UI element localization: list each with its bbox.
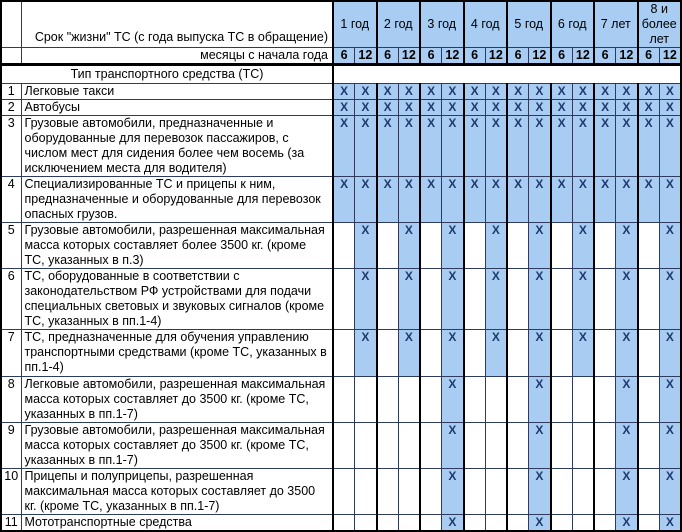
empty-cell xyxy=(638,269,660,330)
type-header-row xyxy=(1,65,681,84)
empty-cell xyxy=(572,423,594,469)
empty-cell xyxy=(594,377,616,423)
mark-cell: X xyxy=(333,177,355,223)
vehicle-row xyxy=(1,469,681,515)
mark-cell: X xyxy=(616,423,638,469)
empty-cell xyxy=(638,377,660,423)
mark-cell: X xyxy=(398,116,420,177)
mark-cell: X xyxy=(420,116,442,177)
mark-cell: X xyxy=(572,84,594,100)
empty-cell xyxy=(464,469,486,515)
mark-cell: X xyxy=(594,84,616,100)
mark-cell: X xyxy=(464,116,486,177)
mark-cell: X xyxy=(442,223,464,269)
empty-cell xyxy=(355,377,377,423)
mark-cell: X xyxy=(659,269,681,330)
empty-cell xyxy=(638,223,660,269)
empty-cell xyxy=(572,377,594,423)
vehicle-description: Прицепы и полуприцепы, разрешенная максимальная масса которых составляет до 3500 кг. (кроме ТС, указанных в пп.1-7) xyxy=(21,469,333,515)
mark-cell: X xyxy=(398,177,420,223)
empty-cell xyxy=(333,223,355,269)
mark-cell: X xyxy=(442,330,464,377)
months-header-row xyxy=(1,48,681,65)
empty-cell xyxy=(398,423,420,469)
month-subcolumn-header: 12 xyxy=(485,48,507,65)
mark-cell: X xyxy=(355,223,377,269)
mark-cell: X xyxy=(464,177,486,223)
month-subcolumn-header: 12 xyxy=(355,48,377,65)
mark-cell: X xyxy=(377,177,399,223)
month-subcolumn-header: 12 xyxy=(398,48,420,65)
empty-cell xyxy=(507,269,529,330)
mark-cell: X xyxy=(377,100,399,116)
empty-cell xyxy=(507,423,529,469)
mark-cell: X xyxy=(442,100,464,116)
mark-cell: X xyxy=(485,269,507,330)
mark-cell: X xyxy=(507,100,529,116)
mark-cell: X xyxy=(507,84,529,100)
empty-cell xyxy=(507,223,529,269)
mark-cell: X xyxy=(659,330,681,377)
mark-cell: X xyxy=(659,100,681,116)
empty-cell xyxy=(464,423,486,469)
mark-cell: X xyxy=(659,84,681,100)
mark-cell: X xyxy=(420,177,442,223)
vehicle-rows xyxy=(1,84,681,532)
mark-cell: X xyxy=(572,116,594,177)
empty-cell xyxy=(572,469,594,515)
empty-cell xyxy=(333,423,355,469)
month-subcolumn-header: 6 xyxy=(507,48,529,65)
vehicle-description: Легковые такси xyxy=(21,84,333,100)
mark-cell: X xyxy=(616,177,638,223)
mark-cell: X xyxy=(659,377,681,423)
empty-cell xyxy=(507,377,529,423)
empty-cell xyxy=(333,469,355,515)
year-column-header: 8 и более лет xyxy=(638,1,682,48)
mark-cell: X xyxy=(638,177,660,223)
vehicle-row xyxy=(1,116,681,177)
mark-cell: X xyxy=(398,269,420,330)
empty-cell xyxy=(485,469,507,515)
vehicle-type-header-label: Тип транспортного средства (ТС) xyxy=(1,65,333,84)
mark-cell: X xyxy=(529,177,551,223)
mark-cell: X xyxy=(442,377,464,423)
month-subcolumn-header: 12 xyxy=(529,48,551,65)
row-number: 8 xyxy=(1,377,21,423)
empty-cell xyxy=(464,377,486,423)
mark-cell: X xyxy=(442,177,464,223)
mark-cell: X xyxy=(594,116,616,177)
vehicle-description: Грузовые автомобили, разрешенная максимальная масса которых составляет более 3500 кг. (кроме ТС, указанных в п.3) xyxy=(21,223,333,269)
vehicle-description: ТС, предназначенные для обучения управлению транспортными средствами (кроме ТС, указанных в пп.1-4) xyxy=(21,330,333,377)
mark-cell: X xyxy=(398,223,420,269)
mark-cell: X xyxy=(377,116,399,177)
mark-cell: X xyxy=(485,223,507,269)
mark-cell: X xyxy=(485,330,507,377)
mark-cell: X xyxy=(616,377,638,423)
mark-cell: X xyxy=(616,100,638,116)
empty-cell xyxy=(464,330,486,377)
mark-cell: X xyxy=(464,100,486,116)
vehicle-description: Мототранспортные средства xyxy=(21,515,333,532)
row-number: 4 xyxy=(1,177,21,223)
empty-cell xyxy=(377,377,399,423)
mark-cell: X xyxy=(638,100,660,116)
vehicle-row xyxy=(1,377,681,423)
empty-cell xyxy=(551,423,573,469)
mark-cell: X xyxy=(355,177,377,223)
row-number: 2 xyxy=(1,100,21,116)
months-header-label: месяцы с начала года xyxy=(21,48,333,65)
mark-cell: X xyxy=(529,469,551,515)
month-subcolumn-header: 6 xyxy=(594,48,616,65)
mark-cell: X xyxy=(616,469,638,515)
mark-cell: X xyxy=(355,269,377,330)
mark-cell: X xyxy=(616,515,638,532)
row-number: 6 xyxy=(1,269,21,330)
vehicle-description: Грузовые автомобили, предназначенные и оборудованные для перевозок пассажиров, с числом мест для сидения более чем восемь (за исключением места для водителя) xyxy=(21,116,333,177)
month-subcolumn-header: 6 xyxy=(464,48,486,65)
month-subcolumn-header: 12 xyxy=(442,48,464,65)
mark-cell: X xyxy=(485,177,507,223)
month-subcolumn-header: 6 xyxy=(333,48,355,65)
row-number: 7 xyxy=(1,330,21,377)
mark-cell: X xyxy=(638,116,660,177)
mark-cell: X xyxy=(442,84,464,100)
year-column-header: 1 год xyxy=(333,1,377,48)
mark-cell: X xyxy=(420,100,442,116)
mark-cell: X xyxy=(442,269,464,330)
mark-cell: X xyxy=(572,330,594,377)
month-subcolumn-header: 12 xyxy=(572,48,594,65)
mark-cell: X xyxy=(616,116,638,177)
mark-cell: X xyxy=(551,116,573,177)
mark-cell: X xyxy=(355,330,377,377)
empty-cell xyxy=(420,223,442,269)
empty-cell xyxy=(464,223,486,269)
vehicle-row xyxy=(1,100,681,116)
empty-cell xyxy=(507,330,529,377)
mark-cell: X xyxy=(442,469,464,515)
mark-cell: X xyxy=(572,269,594,330)
mark-cell: X xyxy=(638,84,660,100)
empty-cell xyxy=(420,269,442,330)
mark-cell: X xyxy=(355,84,377,100)
empty-cell xyxy=(594,423,616,469)
vehicle-description: Автобусы xyxy=(21,100,333,116)
empty-cell xyxy=(551,223,573,269)
row-number: 11 xyxy=(1,515,21,532)
year-column-header: 4 год xyxy=(464,1,508,48)
mark-cell: X xyxy=(485,116,507,177)
lifespan-header-label: Срок "жизни" ТС (с года выпуска ТС в обращение) xyxy=(21,1,333,48)
mark-cell: X xyxy=(616,330,638,377)
mark-cell: X xyxy=(572,100,594,116)
vehicle-description: Грузовые автомобили, разрешенная максимальная масса которых составляет до 3500 кг. (кроме ТС, указанных в пп.1-7) xyxy=(21,423,333,469)
empty-cell xyxy=(638,423,660,469)
vehicle-description: Специализированные ТС и прицепы к ним, предназначенные и оборудованные для перевозок опасных грузов. xyxy=(21,177,333,223)
mark-cell: X xyxy=(659,469,681,515)
corner-cell xyxy=(1,48,21,65)
row-number: 3 xyxy=(1,116,21,177)
mark-cell: X xyxy=(572,177,594,223)
vehicle-row xyxy=(1,269,681,330)
mark-cell: X xyxy=(398,100,420,116)
mark-cell: X xyxy=(377,84,399,100)
mark-cell: X xyxy=(507,116,529,177)
vehicle-description: ТС, оборудованные в соответствии с законодательством РФ устройствами для подачи специальных световых и звуковых сигналов (кроме ТС, указанных в пп.1-4) xyxy=(21,269,333,330)
month-subcolumn-header: 12 xyxy=(659,48,681,65)
mark-cell: X xyxy=(551,84,573,100)
mark-cell: X xyxy=(398,330,420,377)
empty-cell xyxy=(398,377,420,423)
mark-cell: X xyxy=(616,269,638,330)
mark-cell: X xyxy=(464,84,486,100)
mark-cell: X xyxy=(529,269,551,330)
corner-cell xyxy=(1,1,21,48)
year-column-header: 6 год xyxy=(551,1,595,48)
mark-cell: X xyxy=(398,84,420,100)
empty-cell xyxy=(551,269,573,330)
year-column-header: 7 лет xyxy=(594,1,638,48)
type-header-blank-cell xyxy=(333,65,681,84)
empty-cell xyxy=(594,330,616,377)
empty-cell xyxy=(333,377,355,423)
month-subcolumn-header: 6 xyxy=(638,48,660,65)
empty-cell xyxy=(377,330,399,377)
empty-cell xyxy=(638,469,660,515)
row-number: 10 xyxy=(1,469,21,515)
empty-cell xyxy=(377,223,399,269)
month-subcolumn-header: 6 xyxy=(377,48,399,65)
empty-cell xyxy=(464,269,486,330)
mark-cell: X xyxy=(659,515,681,532)
mark-cell: X xyxy=(529,223,551,269)
mark-cell: X xyxy=(333,116,355,177)
empty-cell xyxy=(355,469,377,515)
empty-cell xyxy=(638,330,660,377)
mark-cell: X xyxy=(507,177,529,223)
mark-cell: X xyxy=(355,100,377,116)
vehicle-row xyxy=(1,177,681,223)
vehicle-row xyxy=(1,84,681,100)
row-number: 1 xyxy=(1,84,21,100)
year-column-header: 3 год xyxy=(420,1,464,48)
mark-cell: X xyxy=(594,100,616,116)
empty-cell xyxy=(594,469,616,515)
mark-cell: X xyxy=(572,223,594,269)
mark-cell: X xyxy=(529,100,551,116)
empty-cell xyxy=(485,423,507,469)
mark-cell: X xyxy=(659,423,681,469)
mark-cell: X xyxy=(529,84,551,100)
empty-cell xyxy=(594,223,616,269)
mark-cell: X xyxy=(616,223,638,269)
empty-cell xyxy=(551,377,573,423)
mark-cell: X xyxy=(659,177,681,223)
mark-cell: X xyxy=(594,177,616,223)
empty-cell xyxy=(333,269,355,330)
empty-cell xyxy=(377,269,399,330)
month-subcolumn-header: 6 xyxy=(420,48,442,65)
mark-cell: X xyxy=(333,100,355,116)
mark-cell: X xyxy=(529,423,551,469)
lifespan-header-row xyxy=(1,1,681,48)
mark-cell: X xyxy=(659,223,681,269)
mark-cell: X xyxy=(333,84,355,100)
empty-cell xyxy=(377,423,399,469)
mark-cell: X xyxy=(355,116,377,177)
empty-cell xyxy=(420,377,442,423)
mark-cell: X xyxy=(551,100,573,116)
row-number: 9 xyxy=(1,423,21,469)
mark-cell: X xyxy=(659,116,681,177)
year-column-header: 2 год xyxy=(377,1,421,48)
vehicle-description: Легковые автомобили, разрешенная максимальная масса которых составляет до 3500 кг. (кроме ТС, указанных в пп.1-7) xyxy=(21,377,333,423)
vehicle-row xyxy=(1,223,681,269)
mark-cell: X xyxy=(485,84,507,100)
month-subcolumn-header: 6 xyxy=(551,48,573,65)
mark-cell: X xyxy=(485,100,507,116)
vehicle-row xyxy=(1,423,681,469)
empty-cell xyxy=(398,469,420,515)
empty-cell xyxy=(355,423,377,469)
mark-cell: X xyxy=(442,515,464,532)
mark-cell: X xyxy=(616,84,638,100)
mark-cell: X xyxy=(529,515,551,532)
empty-cell xyxy=(420,469,442,515)
empty-cell xyxy=(507,469,529,515)
empty-cell xyxy=(420,330,442,377)
empty-cell xyxy=(333,330,355,377)
mark-cell: X xyxy=(442,423,464,469)
mark-cell: X xyxy=(529,116,551,177)
empty-cell xyxy=(551,330,573,377)
month-subcolumn-header: 12 xyxy=(616,48,638,65)
empty-cell xyxy=(420,423,442,469)
vehicle-row xyxy=(1,330,681,377)
mark-cell: X xyxy=(442,116,464,177)
empty-cell xyxy=(377,469,399,515)
mark-cell: X xyxy=(529,330,551,377)
year-column-header: 5 год xyxy=(507,1,551,48)
row-number: 5 xyxy=(1,223,21,269)
mark-cell: X xyxy=(420,84,442,100)
empty-cell xyxy=(485,377,507,423)
mark-cell: X xyxy=(529,377,551,423)
empty-cell xyxy=(594,269,616,330)
mark-cell: X xyxy=(551,177,573,223)
empty-cell xyxy=(551,469,573,515)
